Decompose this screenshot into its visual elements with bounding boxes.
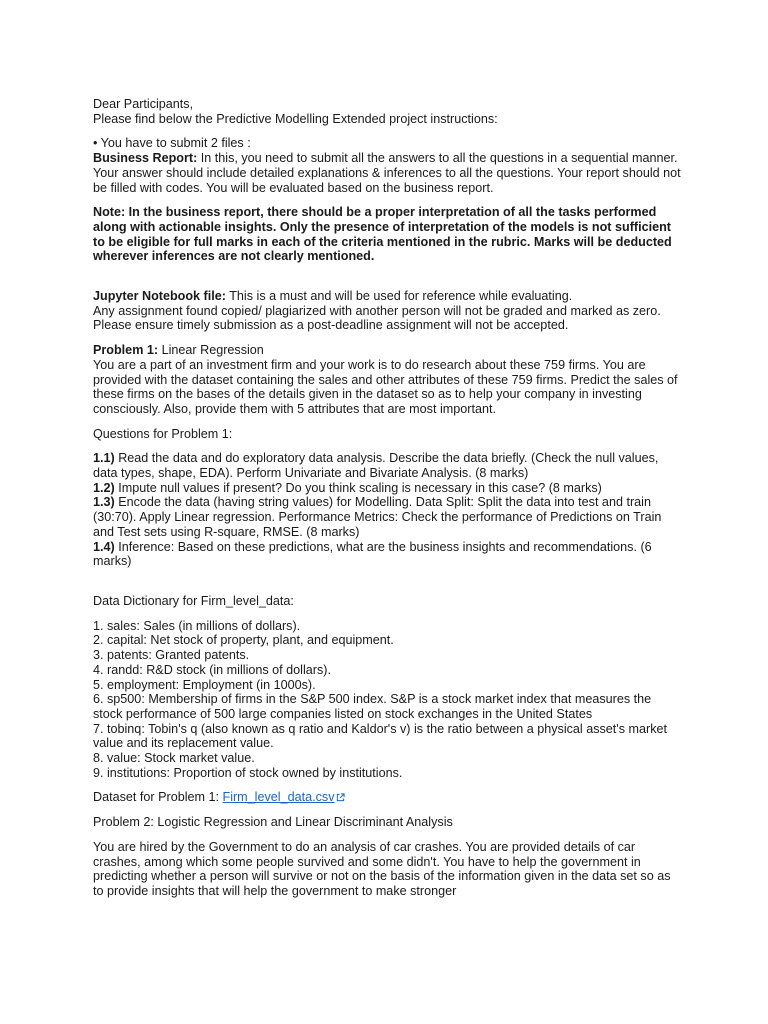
submit-bullet: • You have to submit 2 files :: [93, 136, 251, 151]
dictionary-item: 2. capital: Net stock of property, plant, and equipment.: [93, 633, 394, 648]
dictionary-item: 1. sales: Sales (in millions of dollars).: [93, 618, 301, 633]
question-item: [93, 451, 683, 480]
question-text: Encode the data (having string values) for Modelling. Data Split: Split the data into test and train (30:70). Apply Linear regression. Performance Metrics: Check the performance of Predictions on Train and Test sets using R-square, RMSE. (8 marks): [93, 495, 662, 539]
question-number: 1.4): [93, 539, 115, 554]
document-page: [93, 97, 683, 899]
greeting: Dear Participants,: [93, 97, 194, 111]
problem1-label: Problem 1:: [93, 343, 159, 358]
questions-list: [93, 451, 683, 569]
business-report-text: In this, you need to submit all the answers to all the questions in a sequential manner. Your answer should include detailed explanations & inferences to all the questions. Your report should not be filled with codes. You will be evaluated based on the business report.: [93, 151, 681, 195]
problem2-description: You are hired by the Government to do an analysis of car crashes. You are provided details of car crashes, among which some people survived and some didn't. You have to help the government in predicting whether a person will survive or not on the basis of the information given in the data set so as to provide insights that will help the government to make stronger: [93, 839, 671, 898]
dictionary-item: 3. patents: Granted patents.: [93, 648, 250, 663]
dataset-label: Dataset for Problem 1:: [93, 790, 223, 805]
problem2-heading: Problem 2: Logistic Regression and Linear Discriminant Analysis: [93, 815, 453, 830]
problem1-description: You are a part of an investment firm and your work is to do research about these 759 firms. You are provided with the dataset containing the sales and other attributes of these 759 firms. Predict the sales of these firms on the bases of the details given in the dataset so as to help your company in investing consciously. Also, provide them with 5 attributes that are most important.: [93, 357, 678, 416]
note-paragraph: Note: In the business report, there should be a proper interpretation of all the tasks performed along with actionable insights. Only the presence of interpretation of the models is not sufficient to be eligible for full marks in each of the criteria mentioned in the rubric. Marks will be deducted wherever inferences are not clearly mentioned.: [93, 205, 672, 264]
dictionary-item: 9. institutions: Proportion of stock owned by institutions.: [93, 765, 403, 780]
dataset-link[interactable]: Firm_level_data.csv: [222, 790, 335, 805]
dictionary-heading: Data Dictionary for Firm_level_data:: [93, 593, 294, 608]
question-number: 1.3): [93, 495, 115, 510]
dataset-line: [93, 790, 683, 805]
intro-line: Please find below the Predictive Modelling Extended project instructions:: [93, 111, 498, 126]
dictionary-list: [93, 619, 683, 781]
plagiarism-warning: Any assignment found copied/ plagiarized with another person will not be graded and marked as zero. Please ensure timely submission as a post-deadline assignment will not be accepted.: [93, 303, 661, 333]
dictionary-item: 7. tobinq: Tobin's q (also known as q ratio and Kaldor's v) is the ratio between a physical asset's market value and its replacement value.: [93, 721, 667, 751]
dictionary-item: 4. randd: R&D stock (in millions of dollars).: [93, 662, 331, 677]
question-number: 1.1): [93, 451, 115, 466]
question-number: 1.2): [93, 480, 115, 495]
jupyter-text: This is a must and will be used for reference while evaluating.: [225, 289, 573, 304]
question-item: [93, 481, 683, 496]
external-link-icon[interactable]: [336, 793, 345, 802]
problem1-title: Linear Regression: [158, 343, 264, 358]
problem1-heading: [93, 343, 683, 358]
question-item: [93, 540, 683, 569]
question-item: [93, 495, 683, 539]
question-text: Inference: Based on these predictions, what are the business insights and recommendations. (6 marks): [93, 539, 652, 569]
business-report-paragraph: [93, 151, 683, 195]
jupyter-paragraph: [93, 289, 683, 304]
business-report-label: Business Report:: [93, 151, 198, 166]
dictionary-item: 6. sp500: Membership of firms in the S&P 500 index. S&P is a stock market index that measures the stock performance of 500 large companies listed on stock exchanges in the United States: [93, 692, 652, 721]
question-text: Read the data and do exploratory data analysis. Describe the data briefly. (Check the null values, data types, shape, EDA). Perform Univariate and Bivariate Analysis. (8 marks): [93, 451, 659, 481]
dictionary-item: 5. employment: Employment (in 1000s).: [93, 677, 316, 692]
questions-heading: Questions for Problem 1:: [93, 426, 233, 441]
question-text: Impute null values if present? Do you think scaling is necessary in this case? (8 marks): [114, 480, 602, 495]
jupyter-label: Jupyter Notebook file:: [93, 289, 226, 304]
dictionary-item: 8. value: Stock market value.: [93, 751, 255, 766]
